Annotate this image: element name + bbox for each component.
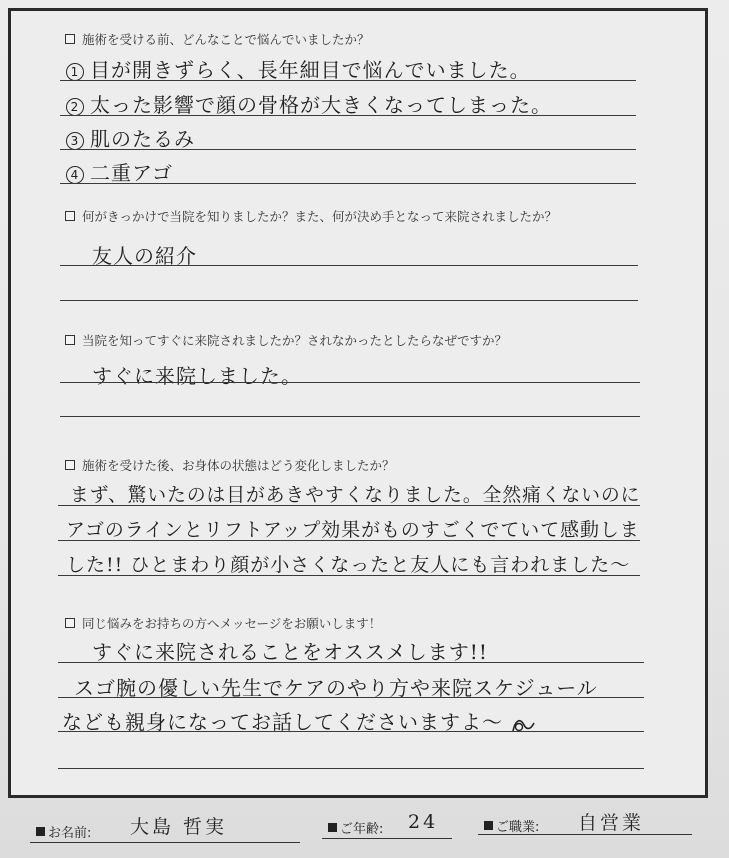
question-1	[65, 30, 370, 48]
square-bullet-icon	[328, 823, 337, 832]
circled-number: 3	[66, 132, 84, 150]
answer-1-4	[66, 157, 173, 186]
circled-number: 4	[66, 166, 84, 184]
circled-number: 2	[66, 98, 84, 116]
answer-4-2-text: アゴのラインとリフトアップ効果がものすごくでていて感動しま	[66, 519, 640, 541]
answer-1-4-text: 二重アゴ	[90, 161, 173, 185]
answer-5-3-text: なども親身になってお話してくださいますよ〜	[62, 710, 503, 734]
answer-4-3-text: した!! ひとまわり顔が小さくなったと友人にも言われました〜	[66, 554, 631, 576]
question-2	[65, 207, 557, 225]
question-1-text: 施術を受ける前、どんなことで悩んでいましたか？	[82, 32, 370, 47]
answer-5-1-text: すぐに来院されることをオススメします!!	[92, 640, 488, 664]
question-4	[65, 456, 395, 474]
age-label: ご年齢:	[328, 818, 383, 837]
answer-line	[58, 768, 644, 769]
answer-5-2-text: スゴ腕の優しい先生でケアのやり方や来院スケジュール	[74, 676, 598, 700]
question-5-text: 同じ悩みをお持ちの方へメッセージをお願いします！	[82, 616, 382, 631]
answer-line	[60, 115, 636, 116]
answer-line	[58, 662, 644, 663]
answer-1-3	[66, 123, 195, 152]
answer-1-2-text: 太った影響で顔の骨格が大きくなってしまった。	[90, 93, 552, 117]
answer-4-1-text: まず、驚いたのは目があきやすくなりました。全然痛くないのに	[70, 484, 641, 506]
answer-3-1-text: すぐに来院しました。	[92, 364, 302, 388]
answer-1-3-text: 肌のたるみ	[90, 127, 195, 151]
checkbox-icon	[65, 34, 75, 44]
question-3-text: 当院を知ってすぐに来院されましたか？されなかったとしたらなぜですか？	[82, 333, 508, 348]
answer-line	[60, 265, 638, 266]
square-bullet-icon	[36, 827, 45, 836]
answer-line	[58, 697, 644, 698]
name-underline	[30, 842, 300, 843]
question-3	[65, 331, 507, 349]
question-2-text: 何がきっかけで当院を知りましたか？また、何が決め手となって来院されましたか？	[82, 209, 558, 224]
answer-4-2	[66, 515, 640, 542]
answer-2-1-text: 友人の紹介	[92, 244, 197, 268]
question-4-text: 施術を受けた後、お身体の状態はどう変化しましたか？	[82, 458, 395, 473]
answer-line	[58, 575, 640, 576]
answer-line	[60, 382, 640, 383]
square-bullet-icon	[484, 821, 493, 830]
circled-number: 1	[66, 63, 84, 81]
age-value: 24	[408, 811, 439, 833]
answer-5-1	[92, 636, 488, 665]
job-underline	[478, 834, 692, 835]
checkbox-icon	[65, 211, 75, 221]
answer-line	[60, 300, 638, 301]
answer-line	[60, 183, 636, 184]
name-label: お名前:	[36, 822, 91, 841]
answer-line	[58, 731, 644, 732]
job-value: 自営業	[578, 812, 645, 834]
answer-4-1	[70, 480, 640, 507]
answer-1-2	[66, 89, 552, 118]
question-5	[65, 614, 381, 632]
answer-3-1	[92, 360, 302, 389]
answer-1-1-text: 目が開きずらく、長年細目で悩んでいました。	[90, 58, 531, 82]
answer-line	[58, 505, 640, 506]
answer-line	[60, 416, 640, 417]
checkbox-icon	[65, 618, 75, 628]
checkbox-icon	[65, 335, 75, 345]
answer-1-1	[66, 54, 531, 83]
job-label: ご職業:	[484, 816, 539, 835]
answer-line	[58, 540, 640, 541]
answer-4-3	[66, 550, 630, 577]
age-underline	[322, 838, 452, 839]
name-value: 大島 哲実	[130, 816, 228, 838]
checkbox-icon	[65, 460, 75, 470]
answer-line	[60, 149, 636, 150]
answer-line	[60, 80, 636, 81]
